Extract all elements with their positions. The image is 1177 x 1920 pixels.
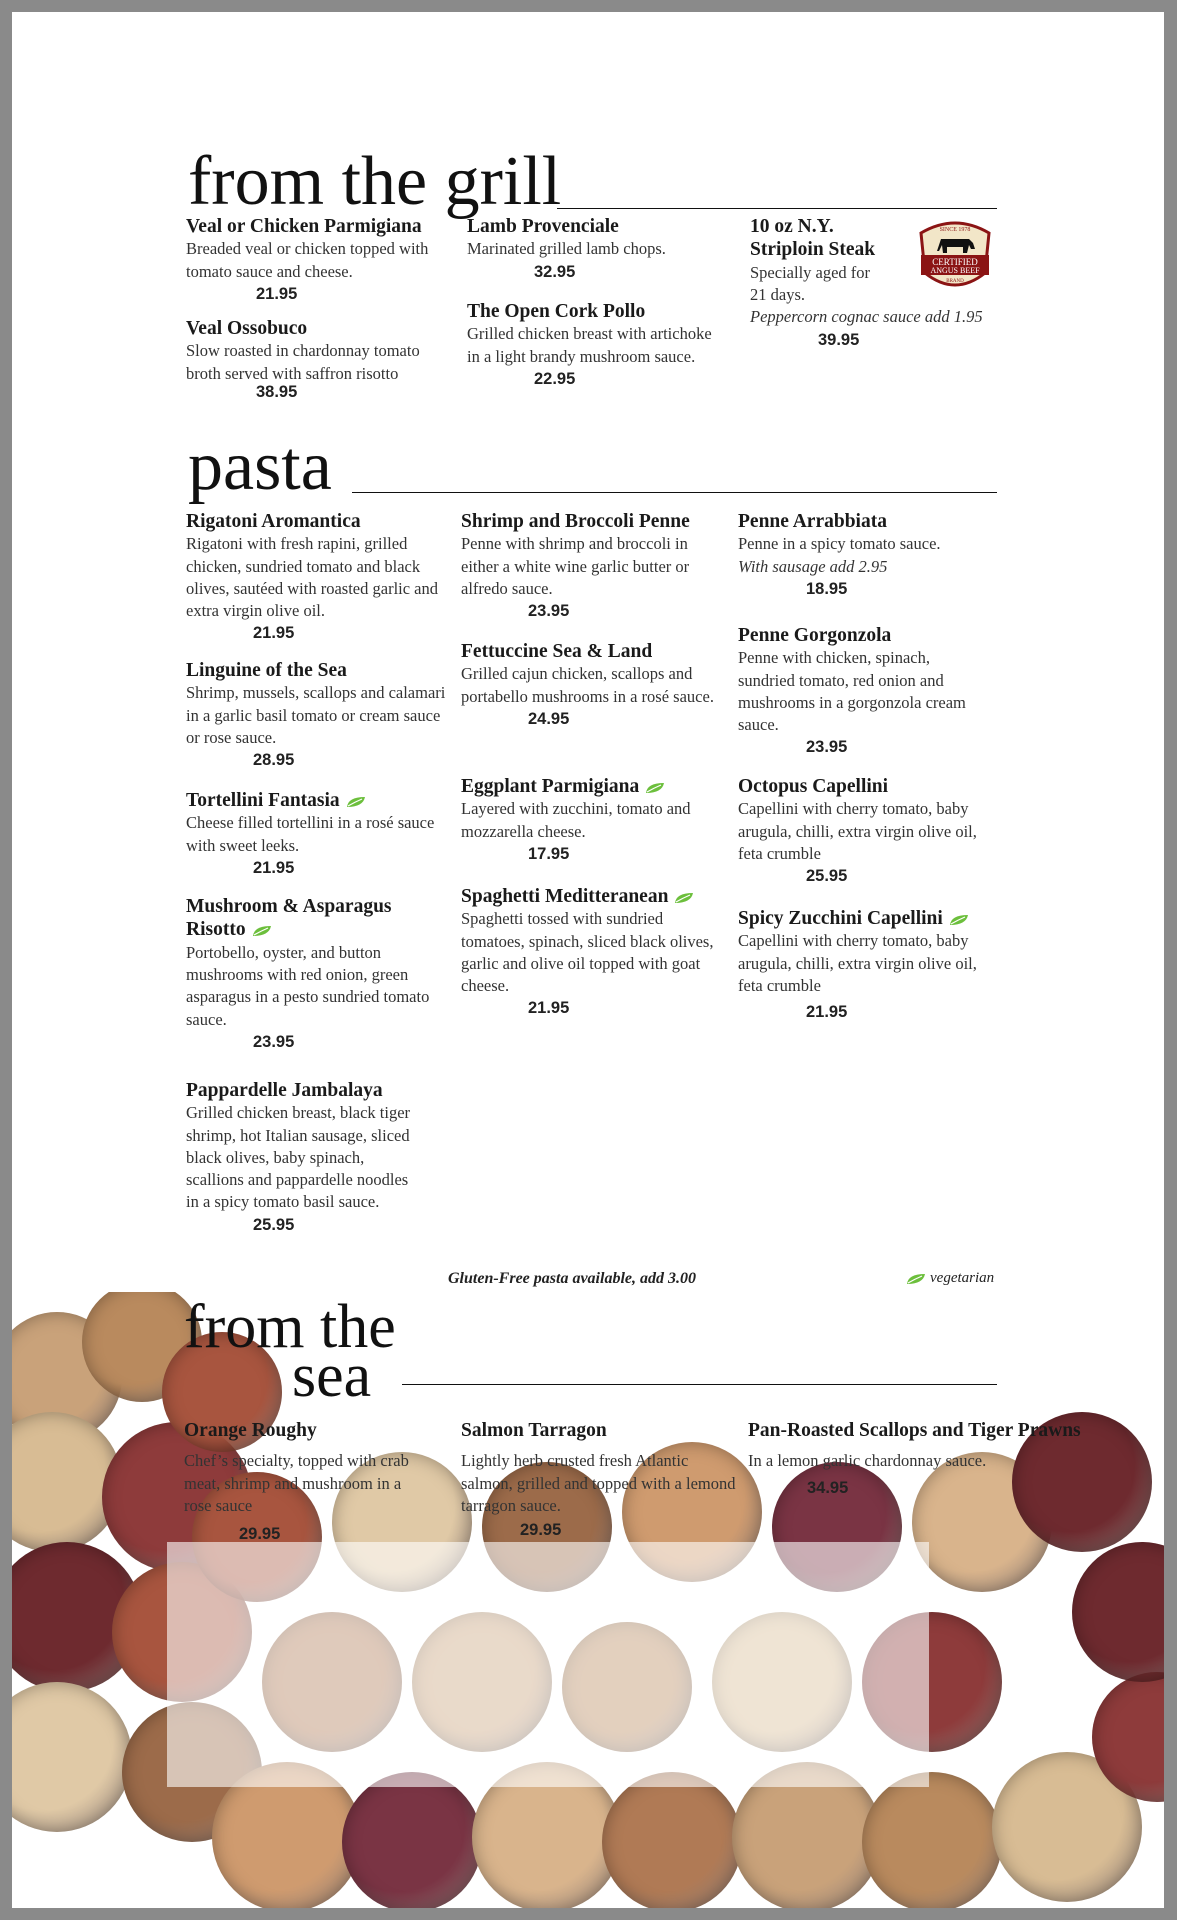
menu-item: [186, 659, 451, 772]
menu-item: [186, 895, 451, 1054]
cork-shape: [862, 1772, 1002, 1908]
menu-item: [186, 789, 451, 880]
cork-shape: [1072, 1542, 1164, 1682]
item-name: Tortellini Fantasia: [186, 790, 340, 811]
menu-item: [184, 1419, 434, 1546]
item-name: The Open Cork Pollo: [467, 301, 646, 322]
badge-bottom: BRAND: [946, 279, 964, 284]
item-price: 32.95: [534, 262, 576, 281]
vegetarian-leaf-icon: [674, 892, 694, 904]
item-price: 29.95: [239, 1525, 281, 1544]
item-name: Veal Ossobuco: [186, 318, 308, 339]
item-description: Lightly herb crusted fresh Atlantic salmon, grilled and topped with a lemond tarragon sauce.: [461, 1451, 736, 1515]
item-description: Capellini with cherry tomato, baby arugula, chilli, extra virgin olive oil, feta crumble: [738, 931, 977, 995]
item-name-row: [186, 789, 451, 812]
badge-line2: ANGUS BEEF: [930, 266, 980, 275]
item-description: Grilled chicken breast, black tiger shrimp, hot Italian sausage, sliced black olives, baby spinach, scallions and pappardelle noodles in a spicy tomato basil sauce.: [186, 1103, 411, 1212]
item-name: Pappardelle Jambalaya: [186, 1080, 383, 1101]
menu-item: [738, 907, 1018, 1024]
item-description: Rigatoni with fresh rapini, grilled chicken, sundried tomato and black olives, sautéed with roasted garlic and extra virgin olive oil.: [186, 534, 439, 621]
item-description: Grilled chicken breast with artichoke in a light brandy mushroom sauce.: [467, 324, 712, 366]
item-name: Penne Arrabbiata: [738, 511, 887, 532]
item-price: 34.95: [807, 1478, 849, 1497]
badge-line1: CERTIFIED: [932, 257, 978, 267]
item-name-row: [461, 775, 726, 798]
menu-item: [461, 885, 726, 1021]
item-name: Spicy Zucchini Capellini: [738, 908, 943, 929]
item-extra: Peppercorn cognac sauce add 1.95: [750, 307, 983, 327]
item-name: Octopus Capellini: [738, 776, 889, 797]
item-name-row: [186, 918, 451, 941]
section-title-sea-line1: from the: [184, 1293, 396, 1361]
item-price: 38.95: [256, 382, 298, 401]
item-price: 22.95: [534, 369, 576, 388]
item-description: Grilled cajun chicken, scallops and portabello mushrooms in a rosé sauce.: [461, 664, 714, 706]
item-name: Orange Roughy: [184, 1420, 317, 1441]
item-description: In a lemon garlic chardonnay sauce.: [748, 1451, 987, 1471]
item-name: Shrimp and Broccoli Penne: [461, 511, 690, 532]
menu-item: [461, 1419, 736, 1542]
item-name: Pan-Roasted Scallops and Tiger Prawns: [748, 1420, 1081, 1441]
item-price: 25.95: [806, 867, 848, 886]
menu-item: [748, 1419, 1128, 1500]
gluten-free-note: Gluten-Free pasta available, add 3.00: [448, 1270, 696, 1287]
item-price: 24.95: [528, 709, 570, 728]
vegetarian-leaf-icon: [949, 914, 969, 926]
menu-item: [186, 317, 451, 404]
item-name: 10 oz N.Y.: [750, 216, 834, 237]
item-name: Penne Gorgonzola: [738, 625, 892, 646]
item-name-row: [738, 907, 1018, 930]
item-price: 23.95: [528, 602, 570, 621]
item-price: 21.95: [528, 999, 570, 1018]
menu-item: [467, 300, 717, 391]
item-price: 18.95: [806, 579, 848, 598]
item-description: Specially aged for 21 days.: [750, 262, 871, 305]
item-description: Portobello, oyster, and button mushrooms with red onion, green asparagus in a pesto sundried tomato sauce.: [186, 942, 430, 1029]
vegetarian-leaf-icon: [906, 1273, 926, 1285]
section-rule: [352, 492, 997, 493]
item-price: 39.95: [818, 330, 860, 349]
section-title-grill: from the grill: [188, 143, 562, 220]
item-name: Risotto: [186, 919, 246, 941]
item-price: 21.95: [256, 284, 298, 303]
item-price: 23.95: [253, 1032, 295, 1051]
item-description: Penne with chicken, spinach, sundried tomato, red onion and mushrooms in a gorgonzola cream sauce.: [738, 648, 966, 735]
item-name-row: [461, 885, 726, 908]
menu-item: [738, 624, 988, 760]
item-description: Cheese filled tortellini in a rosé sauce with sweet leeks.: [186, 813, 435, 855]
item-price: 21.95: [253, 624, 295, 643]
item-name: Linguine of the Sea: [186, 660, 347, 681]
item-name: Mushroom & Asparagus: [186, 896, 392, 917]
menu-item: [467, 215, 717, 284]
item-price: 29.95: [520, 1521, 562, 1540]
item-name: Lamb Provenciale: [467, 216, 619, 237]
item-name: Spaghetti Meditteranean: [461, 886, 669, 907]
item-name: Veal or Chicken Parmigiana: [186, 216, 422, 237]
item-description: Chef’s specialty, topped with crab meat, shrimp and mushroom in a rose sauce: [184, 1451, 409, 1515]
section-rule: [402, 1384, 997, 1385]
menu-item: [738, 775, 988, 888]
item-price: 21.95: [253, 858, 295, 877]
item-price: 25.95: [253, 1215, 295, 1234]
item-description: Marinated grilled lamb chops.: [467, 239, 666, 259]
item-name: Fettuccine Sea & Land: [461, 641, 653, 662]
certified-angus-beef-badge: [915, 215, 995, 295]
menu-item: [461, 640, 726, 731]
item-description: Slow roasted in chardonnay tomato broth served with saffron risotto: [186, 341, 420, 383]
section-rule: [557, 208, 997, 209]
cork-shape: [342, 1772, 482, 1908]
cork-shape: [602, 1772, 742, 1908]
item-name: Eggplant Parmigiana: [461, 776, 640, 797]
menu-item: [461, 775, 726, 866]
menu-item: [738, 510, 1008, 601]
menu-item: [461, 510, 726, 623]
vegetarian-leaf-icon: [645, 782, 665, 794]
section-title-pasta: pasta: [188, 428, 332, 505]
section-title-sea-line2: sea: [292, 1342, 372, 1410]
badge-top: SINCE 1978: [939, 227, 971, 233]
cork-shape: [12, 1682, 132, 1832]
cork-overlay: [167, 1542, 929, 1787]
item-price: 21.95: [806, 1003, 848, 1022]
vegetarian-leaf-icon: [252, 925, 272, 937]
menu-item: [186, 215, 456, 306]
item-price: 23.95: [806, 738, 848, 757]
item-name: Rigatoni Aromantica: [186, 511, 361, 532]
item-price: 28.95: [253, 751, 295, 770]
vegetarian-legend-label: vegetarian: [930, 1270, 995, 1286]
item-description: Spaghetti tossed with sundried tomatoes, spinach, sliced black olives, garlic and olive oil topped with goat cheese.: [461, 909, 714, 996]
item-description: Breaded veal or chicken topped with tomato sauce and cheese.: [186, 239, 429, 281]
item-description: Penne with shrimp and broccoli in either a white wine garlic butter or alfredo sauce.: [461, 534, 690, 598]
item-extra: With sausage add 2.95: [738, 556, 888, 576]
item-price: 17.95: [528, 844, 570, 863]
menu-item: [186, 510, 451, 646]
item-description: Capellini with cherry tomato, baby arugula, chilli, extra virgin olive oil, feta crumble: [738, 799, 977, 863]
item-description: Shrimp, mussels, scallops and calamari in a garlic basil tomato or cream sauce or rose sauce.: [186, 683, 446, 747]
item-description: Penne in a spicy tomato sauce.: [738, 534, 941, 554]
vegetarian-leaf-icon: [346, 796, 366, 808]
item-name: Striploin Steak: [750, 239, 876, 261]
item-name: Salmon Tarragon: [461, 1420, 607, 1441]
vegetarian-legend: [906, 1270, 994, 1287]
menu-item: [186, 1079, 416, 1237]
menu-page: [12, 12, 1164, 1908]
item-description: Layered with zucchini, tomato and mozzarella cheese.: [461, 799, 691, 841]
